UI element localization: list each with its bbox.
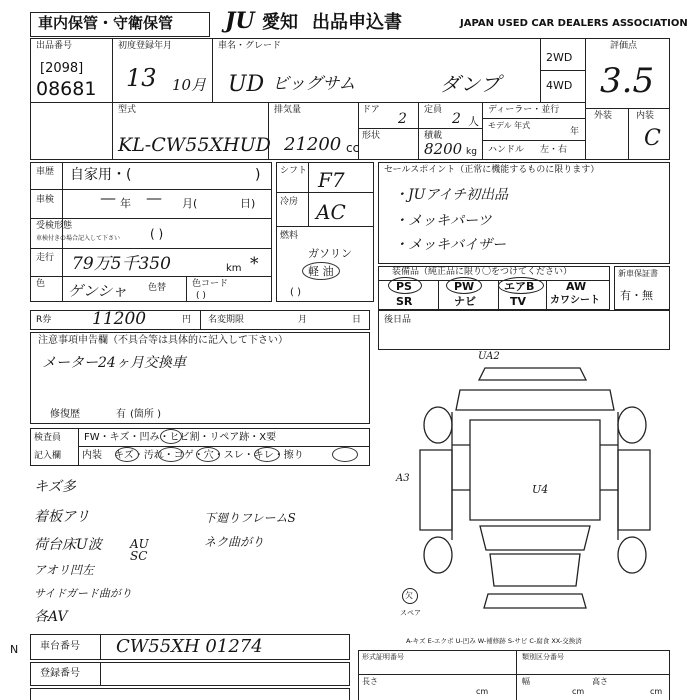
doors: 2 (398, 111, 407, 127)
sales-points-label: セールスポイント（正常に機能するものに限ります） (384, 165, 600, 175)
equipment-pw: PW (454, 280, 475, 293)
dent-circle (160, 429, 182, 444)
interior-entry-label: 内装 (82, 450, 102, 461)
width-unit: cm (572, 687, 585, 696)
interior-label: 内装 (636, 111, 655, 121)
fuel-paren: ( ) (290, 287, 301, 298)
lot-number: 08681 (36, 78, 97, 100)
equipment-leather: カワシート (550, 295, 600, 306)
form-cert-block (358, 650, 670, 700)
spare-mark: 欠 (405, 591, 413, 600)
color-value: ゲンシャ (68, 282, 128, 300)
equipment-navi: ナビ (454, 295, 476, 308)
fuel-gasoline: ガソリン (308, 247, 352, 260)
equipment-label: 装備品（純正品に限り〇をつけてください） (392, 267, 573, 277)
length-label: 長さ (362, 677, 378, 686)
after-items-block (378, 310, 670, 350)
history-value: 自家用・( (70, 167, 132, 183)
inspector-note-mid: AU SC (130, 537, 149, 563)
grid-line (30, 102, 585, 103)
grid-line (516, 650, 517, 700)
spare-label: スペア (400, 609, 421, 617)
grid-line (212, 38, 213, 102)
inspection-day-unit: 日) (240, 197, 256, 210)
after-items-label: 後日品 (384, 315, 412, 325)
pw-circle (446, 277, 482, 294)
diagram-top-label: UA2 (478, 351, 500, 362)
grid-line (628, 108, 629, 160)
displacement: 21200 (284, 134, 342, 155)
chassis-number: CW55XH 01274 (116, 636, 263, 657)
registration-year: 13 (126, 64, 157, 92)
ju-logo: JU (225, 8, 255, 34)
front-left-tire (424, 537, 452, 573)
repair-history-value: 有 (116, 409, 126, 420)
mileage-value: 79万5千350 (72, 254, 171, 274)
width-label: 幅 (522, 677, 530, 686)
load: 8200 (424, 140, 463, 158)
notes-label: 注意事項申告欄（不具合等は具体的に記入して下さい） (38, 335, 288, 346)
displacement-unit: cc (346, 141, 360, 155)
inspector-label: 検査員 (34, 433, 62, 443)
grid-line (438, 280, 439, 310)
bottom-row (30, 688, 350, 700)
grid-line (100, 662, 101, 686)
inspection-month-unit: 月( (182, 197, 198, 210)
history-label: 車歴 (36, 167, 55, 177)
model-year-label: モデル 年式 (488, 121, 531, 130)
model-code: KL-CW55XHUD (118, 134, 271, 156)
handle-label: ハンドル (488, 145, 525, 155)
fuel-diesel-circle (302, 262, 340, 280)
score-value: 3.5 (600, 61, 655, 101)
inspector-note-right-1: 下廻りフレームS (204, 511, 296, 525)
equipment-ps: PS (396, 280, 412, 293)
diagram-side-label: A3 (396, 473, 410, 484)
equipment-aw: AW (566, 280, 587, 293)
handle-options: 左・右 (540, 145, 568, 155)
repair-history-label: 修復歴 (50, 409, 80, 420)
damage-legend: A-キズ E-エクボ U-凹み W-補修跡 S-サビ C-腐食 XX-交換済 (406, 637, 582, 645)
car-type: ダンプ (440, 72, 501, 96)
capacity: 2 (452, 111, 461, 127)
r-tax-value: 11200 (92, 309, 147, 329)
windshield-shape (480, 526, 590, 550)
mileage-label: 走行 (36, 253, 55, 263)
storage-header: 車内保管・守衛保管 (38, 14, 174, 32)
exterior-label: 外装 (594, 111, 613, 121)
shape-label: 形状 (362, 131, 381, 141)
ps-circle (388, 277, 422, 294)
drive-2wd: 2WD (546, 51, 573, 64)
inspection-label: 車検 (36, 195, 55, 205)
grid-line (30, 218, 272, 219)
document-title: 出品申込書 (312, 12, 402, 33)
capacity-label: 定員 (424, 105, 443, 115)
model-code-label: 型式 (118, 105, 137, 115)
inspection-strike-2: — (146, 188, 162, 207)
displacement-label: 排気量 (274, 105, 302, 115)
org-name: 愛知 (262, 12, 298, 33)
shift-value: F7 (318, 168, 345, 192)
association-name: JAPAN USED CAR DEALERS ASSOCIATION (460, 18, 688, 29)
left-side-view (420, 450, 452, 530)
color-code-paren: ( ) (196, 291, 206, 301)
grid-line (482, 118, 585, 119)
inspector-line-1: FW・キズ・凹み・ヒビ割・リペア跡・X要 (84, 432, 277, 443)
inspector-note-3: 荷台床U波 (34, 537, 102, 553)
rear-left-tire (424, 407, 452, 443)
inspector-line-2: キズ・汚れ・コゲ・穴・スレ・キレ・擦り (114, 450, 304, 461)
burn-circle (196, 447, 220, 462)
drive-4wd: 4WD (546, 79, 573, 92)
shift-label: シフト (280, 166, 308, 176)
first-registration-label: 初度登録年月 (118, 41, 173, 51)
registration-month: 10月 (172, 76, 207, 94)
exterior-score: C (644, 126, 661, 151)
color-change: 色替 (148, 283, 167, 293)
name-change-day: 日 (352, 315, 362, 325)
color-code-label: 色コード (192, 279, 229, 289)
inspector-note-right-2: ネク曲がり (204, 535, 265, 549)
reception-label: 受検形態 (36, 221, 73, 231)
notes-text: メーター24ヶ月交換車 (42, 355, 186, 371)
front-right-tire (618, 537, 646, 573)
reception-note: 車検付きの場合記入して下さい (36, 235, 121, 242)
inspection-strike: — (100, 188, 116, 207)
grid-line (112, 38, 113, 160)
grid-line (30, 276, 272, 277)
grid-line (186, 276, 187, 302)
lot-code: [2098] (40, 61, 84, 76)
inspection-year-unit: 年 (120, 197, 131, 210)
car-name-label: 車名・グレード (218, 41, 282, 51)
rub-circle (332, 447, 358, 462)
grid-line (482, 140, 585, 141)
grid-line (78, 428, 79, 466)
rear-body-shape (456, 390, 614, 410)
grid-line (540, 70, 585, 71)
sales-point-2: ・メッキパーツ (394, 213, 492, 229)
r-tax-unit: 円 (182, 315, 192, 325)
fuel-label: 燃料 (280, 231, 299, 241)
inspector-note-1: キズ多 (34, 479, 76, 495)
r-tax-label: R券 (36, 315, 52, 325)
registration-number-label: 登録番号 (40, 668, 80, 679)
ac-value: AC (316, 200, 346, 224)
length-unit: cm (476, 687, 489, 696)
entry-label: 記入欄 (34, 451, 62, 461)
hood-shape (490, 554, 580, 586)
warranty-label: 新車保証書 (618, 269, 658, 278)
scratch-circle (115, 447, 139, 462)
grid-line (358, 674, 670, 675)
score-label: 評価点 (610, 41, 638, 51)
history-close: ) (255, 167, 261, 183)
rear-right-tire (618, 407, 646, 443)
inspector-note-5: サイドガード曲がり (34, 587, 132, 600)
grid-line (585, 108, 670, 109)
category-number-label: 類別区分番号 (522, 653, 564, 661)
sales-point-3: ・メッキバイザー (394, 237, 506, 253)
dirt-circle (158, 447, 184, 462)
grid-line (276, 226, 374, 227)
model-year-unit: 年 (570, 127, 580, 137)
capacity-unit: 人 (468, 115, 479, 128)
wear-circle (254, 447, 280, 462)
grid-line (358, 128, 482, 129)
mileage-unit: km (226, 263, 242, 274)
inspector-note-4: アオリ凹左 (34, 563, 94, 577)
fuel-diesel: 軽 油 (308, 265, 334, 278)
roof-shape (470, 420, 600, 520)
reception-paren: ( ) (150, 227, 164, 241)
height-label: 高さ (592, 677, 608, 686)
equipment-tv: TV (510, 295, 527, 308)
diagram-center-label: U4 (532, 483, 549, 496)
chassis-label: 車台番号 (40, 641, 80, 652)
grid-line (482, 102, 483, 160)
lot-number-label: 出品番号 (36, 41, 73, 51)
grid-line (100, 634, 101, 660)
form-cert-label: 形式証明番号 (362, 653, 404, 661)
rear-bumper-shape (479, 368, 586, 380)
car-maker: UD (228, 72, 265, 97)
doors-label: ドア (362, 105, 380, 115)
ac-label: 冷房 (280, 197, 299, 207)
equipment-airbag: エアB (504, 280, 535, 293)
front-bumper-shape (484, 594, 586, 608)
grid-line (30, 248, 272, 249)
repair-place: (箇所 ) (130, 409, 161, 420)
grid-line (418, 102, 419, 160)
grid-line (308, 162, 309, 226)
equipment-sr: SR (396, 295, 413, 308)
inspector-note-2: 着板アリ (34, 509, 90, 525)
load-unit: kg (466, 147, 477, 157)
inspector-note-6: 各AV (34, 609, 68, 625)
grid-line (276, 192, 374, 193)
right-side-view (618, 450, 650, 530)
name-change-label: 名変期限 (208, 315, 245, 325)
sales-point-1: ・JUアイチ初出品 (394, 187, 509, 203)
name-change-month: 月 (298, 315, 308, 325)
color-label: 色 (36, 279, 46, 289)
warranty-options: 有・無 (620, 289, 653, 302)
load-label: 積載 (424, 131, 443, 141)
grid-line (585, 38, 586, 160)
mileage-mark: * (250, 254, 259, 274)
margin-mark: N (10, 643, 19, 656)
grid-line (62, 162, 63, 302)
dealer-label: ディーラー・並行 (488, 105, 560, 115)
car-model: ビッグサム (272, 74, 356, 94)
height-unit: cm (650, 687, 663, 696)
grid-line (546, 280, 547, 310)
airbag-circle (498, 277, 544, 294)
grid-line (200, 310, 201, 330)
